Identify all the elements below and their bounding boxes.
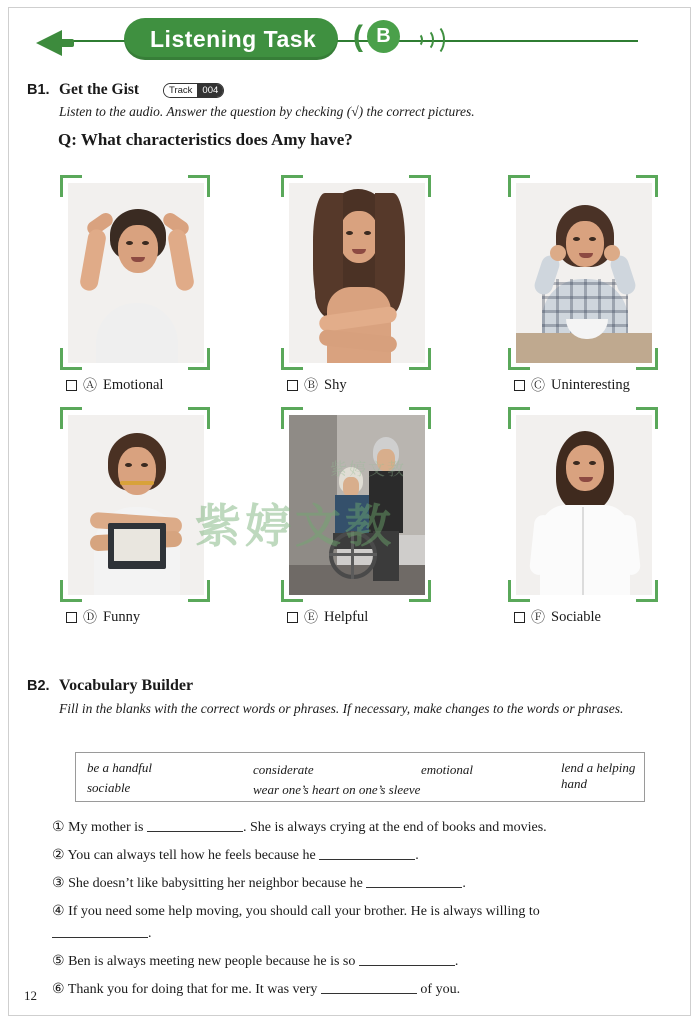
- item-marker: ①: [52, 820, 65, 835]
- option-letter-f: Ⓕ: [531, 611, 545, 626]
- photo-funny: [68, 415, 204, 595]
- item-marker: ④: [52, 904, 65, 919]
- checkbox-b[interactable]: [287, 380, 298, 391]
- picture-row-2: [60, 407, 660, 647]
- megaphone-icon: [36, 30, 76, 56]
- item-text-before: She doesn’t like babysitting her neighbor because he: [68, 876, 367, 891]
- item-text-before: Thank you for doing that for me. It was very: [67, 982, 321, 997]
- option-caption-a[interactable]: [66, 375, 163, 395]
- item-text-after: of you.: [416, 982, 461, 997]
- photo-frame-f: [508, 407, 658, 602]
- track-label: Track: [164, 84, 197, 97]
- picture-row-1: [60, 175, 660, 415]
- checkbox-c[interactable]: [514, 380, 525, 391]
- word-bank-item: wear one’s heart on one’s sleeve: [253, 782, 421, 797]
- paren-icon: (: [353, 19, 363, 53]
- option-cell-c[interactable]: [508, 175, 688, 394]
- option-label-e: Helpful: [324, 608, 369, 625]
- checkbox-f[interactable]: [514, 612, 525, 623]
- exercise-list: [52, 818, 662, 1008]
- answer-blank[interactable]: [319, 847, 415, 860]
- photo-shy: [289, 183, 425, 363]
- option-letter-d: Ⓓ: [83, 611, 97, 626]
- section-letter-badge: B: [367, 20, 400, 53]
- word-bank-item: be a handful: [87, 760, 152, 775]
- item-text-before: If you need some help moving, you should call your brother. He is always willing to: [68, 904, 540, 919]
- b1-question: Q: What characteristics does Amy have?: [58, 130, 353, 149]
- b2-instruction: Fill in the blanks with the correct words or phrases. If necessary, make changes to the words or phrases.: [59, 701, 624, 716]
- item-marker: ②: [52, 848, 65, 863]
- exercise-item-3: [52, 874, 662, 893]
- option-label-b: Shy: [324, 376, 347, 393]
- option-label-a: Emotional: [103, 376, 164, 393]
- item-marker: ③: [52, 876, 65, 891]
- item-text-after: .: [454, 954, 459, 969]
- option-caption-c[interactable]: [514, 375, 630, 395]
- word-bank-item: emotional: [421, 762, 473, 777]
- exercise-item-1: [52, 818, 662, 837]
- option-label-c: Uninteresting: [551, 376, 630, 393]
- item-text-before: Ben is always meeting new people because he is so: [68, 954, 359, 969]
- photo-frame-c: [508, 175, 658, 370]
- exercise-item-5: [52, 952, 662, 971]
- checkbox-a[interactable]: [66, 380, 77, 391]
- exercise-item-6: [52, 980, 662, 999]
- item-marker: ⑥: [52, 982, 65, 997]
- option-letter-e: Ⓔ: [304, 611, 318, 626]
- photo-helpful: [289, 415, 425, 595]
- checkbox-e[interactable]: [287, 612, 298, 623]
- photo-emotional: [68, 183, 204, 363]
- answer-blank[interactable]: [52, 925, 148, 938]
- exercise-item-2: [52, 846, 662, 865]
- option-label-d: Funny: [103, 608, 141, 625]
- item-marker: ⑤: [52, 954, 65, 969]
- item-text-after: .: [462, 876, 466, 891]
- item-text-before: You can always tell how he feels because he: [67, 848, 320, 863]
- option-cell-b[interactable]: [281, 175, 461, 394]
- answer-blank[interactable]: [147, 819, 243, 832]
- photo-frame-d: [60, 407, 210, 602]
- answer-blank[interactable]: [321, 981, 417, 994]
- option-caption-e[interactable]: [287, 607, 368, 627]
- section-banner: [18, 18, 663, 63]
- page-number: 12: [24, 988, 37, 1003]
- word-bank-item: considerate: [253, 762, 314, 777]
- option-cell-a[interactable]: [60, 175, 240, 394]
- photo-sociable: [516, 415, 652, 595]
- b2-title: Vocabulary Builder: [59, 677, 194, 694]
- b2-number: B2.: [27, 678, 50, 694]
- exercise-item-4: [52, 902, 662, 943]
- word-bank: [75, 752, 645, 802]
- option-letter-a: Ⓐ: [83, 379, 97, 394]
- item-text-after: . She is always crying at the end of books and movies.: [243, 820, 547, 835]
- b1-number: B1.: [27, 82, 50, 98]
- track-badge[interactable]: [163, 83, 224, 98]
- option-letter-b: Ⓑ: [304, 379, 318, 394]
- checkbox-d[interactable]: [66, 612, 77, 623]
- b1-instruction: Listen to the audio. Answer the question by checking (√) the correct pictures.: [59, 104, 475, 119]
- photo-frame-a: [60, 175, 210, 370]
- option-label-f: Sociable: [551, 608, 601, 625]
- option-cell-f[interactable]: [508, 407, 688, 626]
- banner-title: Listening Task: [124, 18, 338, 60]
- banner-letter-group: [353, 20, 400, 53]
- option-caption-d[interactable]: [66, 607, 140, 627]
- item-text-before: My mother is: [68, 820, 148, 835]
- item-text-after: .: [415, 848, 419, 863]
- option-cell-d[interactable]: [60, 407, 240, 626]
- item-continuation: [52, 924, 662, 943]
- watermark: 紫婷文教: [195, 501, 395, 552]
- word-bank-item: lend a helping hand: [561, 760, 636, 791]
- sound-wave-icon: [413, 24, 439, 56]
- photo-frame-b: [281, 175, 431, 370]
- item-text-after: .: [148, 926, 152, 941]
- word-bank-item: sociable: [87, 780, 131, 795]
- option-caption-f[interactable]: [514, 607, 601, 627]
- option-cell-e[interactable]: [281, 407, 461, 626]
- answer-blank[interactable]: [366, 875, 462, 888]
- option-caption-b[interactable]: [287, 375, 347, 395]
- option-letter-c: Ⓒ: [531, 379, 545, 394]
- answer-blank[interactable]: [359, 953, 455, 966]
- photo-uninteresting: [516, 183, 652, 363]
- b1-title: Get the Gist: [59, 81, 140, 98]
- track-number: 004: [197, 84, 223, 97]
- photo-frame-e: [281, 407, 431, 602]
- watermark-secondary: 紫婷文教: [330, 460, 406, 479]
